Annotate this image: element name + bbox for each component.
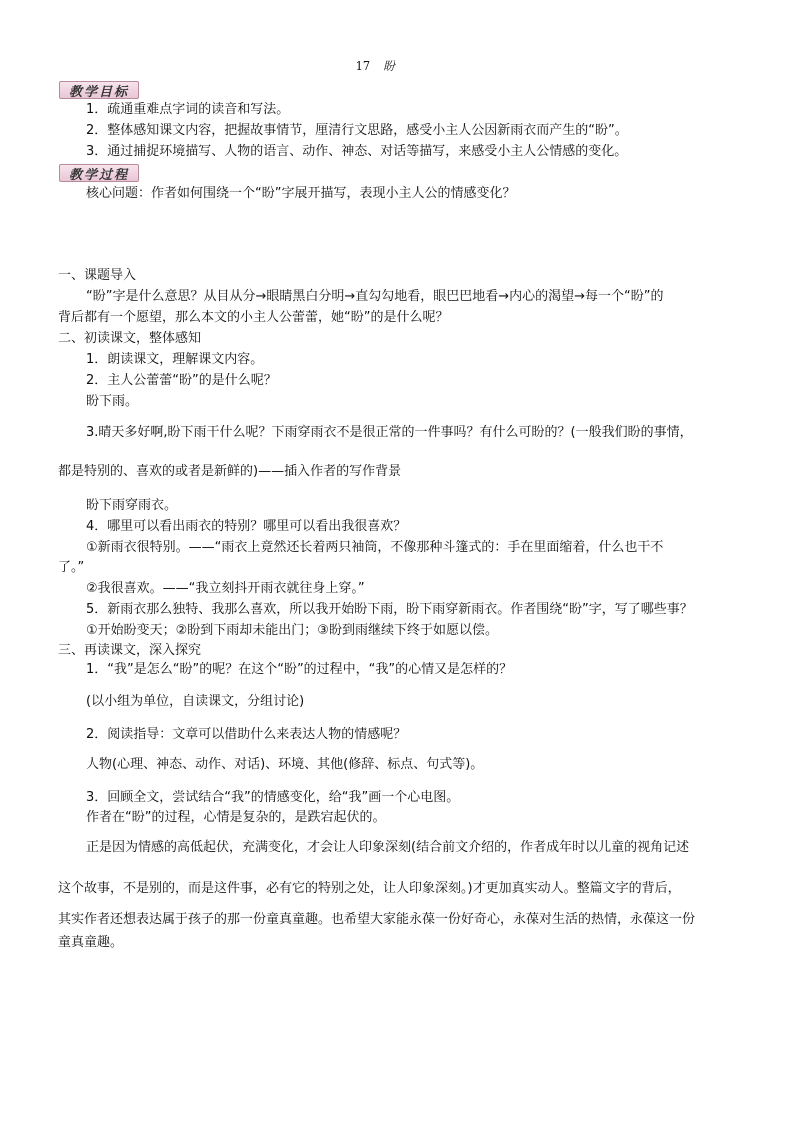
paragraph-line: 这个故事，不是别的，而是这件事，必有它的特别之处，让人印象深刻。)才更加真实动人。整篇文字的背后， [58, 881, 681, 896]
paragraph-line: 盼下雨。 [86, 394, 139, 409]
paragraph-line: “盼”字是什么意思？从目从分→眼睛黑白分明→直勾勾地看，眼巴巴地看→内心的渴望→每一个“盼”的 [86, 289, 664, 304]
objectives-badge [59, 81, 139, 99]
paragraph-line: 人物(心理、神态、动作、对话)、环境、其他(修辞、标点、句式等)。 [86, 757, 484, 772]
lesson-number: 17 [355, 59, 371, 73]
paragraph-line: 正是因为情感的高低起伏，充满变化，才会让人印象深刻(结合前文介绍的，作者成年时以儿童的视角记述 [86, 840, 690, 855]
page-header [0, 57, 750, 75]
section-heading: 一、课题导入 [58, 268, 137, 283]
paragraph-line: 其实作者还想表达属于孩子的那一份童真童趣。也希望大家能永葆一份好奇心，永葆对生活的热情，永葆这一份 [58, 912, 696, 927]
objectives-badge-label: 教学目标 [68, 84, 129, 100]
paragraph-line: (以小组为单位，自读课文，分组讨论) [86, 694, 305, 709]
paragraph-line: 1．“我”是怎么“盼”的呢？在这个“盼”的过程中，“我”的心情又是怎样的？ [86, 662, 513, 677]
paragraph-line: ①开始盼变天；②盼到下雨却未能出门；③盼到雨继续下终于如愿以偿。 [86, 623, 498, 638]
paragraph-line: 5．新雨衣那么独特、我那么喜欢，所以我开始盼下雨，盼下雨穿新雨衣。作者围绕“盼”字，写了哪些事？ [86, 602, 693, 617]
objective-line: 1．疏通重难点字词的读音和写法。 [86, 102, 290, 117]
paragraph-line: 盼下雨穿雨衣。 [86, 498, 178, 513]
paragraph-line: 了。” [58, 560, 85, 575]
lesson-title: 盼 [383, 59, 395, 73]
section-heading: 二、初读课文，整体感知 [58, 331, 202, 346]
objective-line: 2．整体感知课文内容，把握故事情节，厘清行文思路，感受小主人公因新雨衣而产生的“盼”。 [86, 123, 628, 138]
process-badge-label: 教学过程 [68, 167, 129, 183]
paragraph-line: 童真童趣。 [58, 935, 124, 950]
paragraph-line: 都是特别的、喜欢的或者是新鲜的)——插入作者的写作背景 [58, 464, 402, 479]
paragraph-line: 作者在“盼”的过程，心情是复杂的，是跌宕起伏的。 [86, 810, 386, 825]
paragraph-line: ①新雨衣很特别。——“雨衣上竟然还长着两只袖筒，不像那种斗篷式的：手在里面缩着，什么也干不 [86, 540, 664, 555]
process-badge [59, 164, 139, 182]
paragraph-line: 1．朗读课文，理解课文内容。 [86, 352, 264, 367]
paragraph-line: 2．阅读指导：文章可以借助什么来表达人物的情感呢？ [86, 727, 407, 742]
paragraph-line: 4．哪里可以看出雨衣的特别？哪里可以看出我很喜欢？ [86, 519, 407, 534]
paragraph-line: 3.晴天多好啊,盼下雨干什么呢？下雨穿雨衣不是很正常的一件事吗？有什么可盼的？(一般我们盼的事情， [86, 425, 693, 440]
paragraph-line: 背后都有一个愿望，那么本文的小主人公蕾蕾，她“盼”的是什么呢？ [58, 310, 449, 325]
paragraph-line: 3．回顾全文，尝试结合“我”的情感变化，给“我”画一个心电图。 [86, 790, 460, 805]
core-question: 核心问题：作者如何围绕一个“盼”字展开描写，表现小主人公的情感变化？ [86, 186, 516, 201]
section-heading: 三、再读课文，深入探究 [58, 643, 202, 658]
paragraph-line: ②我很喜欢。——“我立刻抖开雨衣就往身上穿。” [86, 581, 365, 596]
objective-line: 3．通过捕捉环境描写、人物的语言、动作、神态、对话等描写，来感受小主人公情感的变化。 [86, 144, 628, 159]
paragraph-line: 2．主人公蕾蕾“盼”的是什么呢？ [86, 373, 277, 388]
